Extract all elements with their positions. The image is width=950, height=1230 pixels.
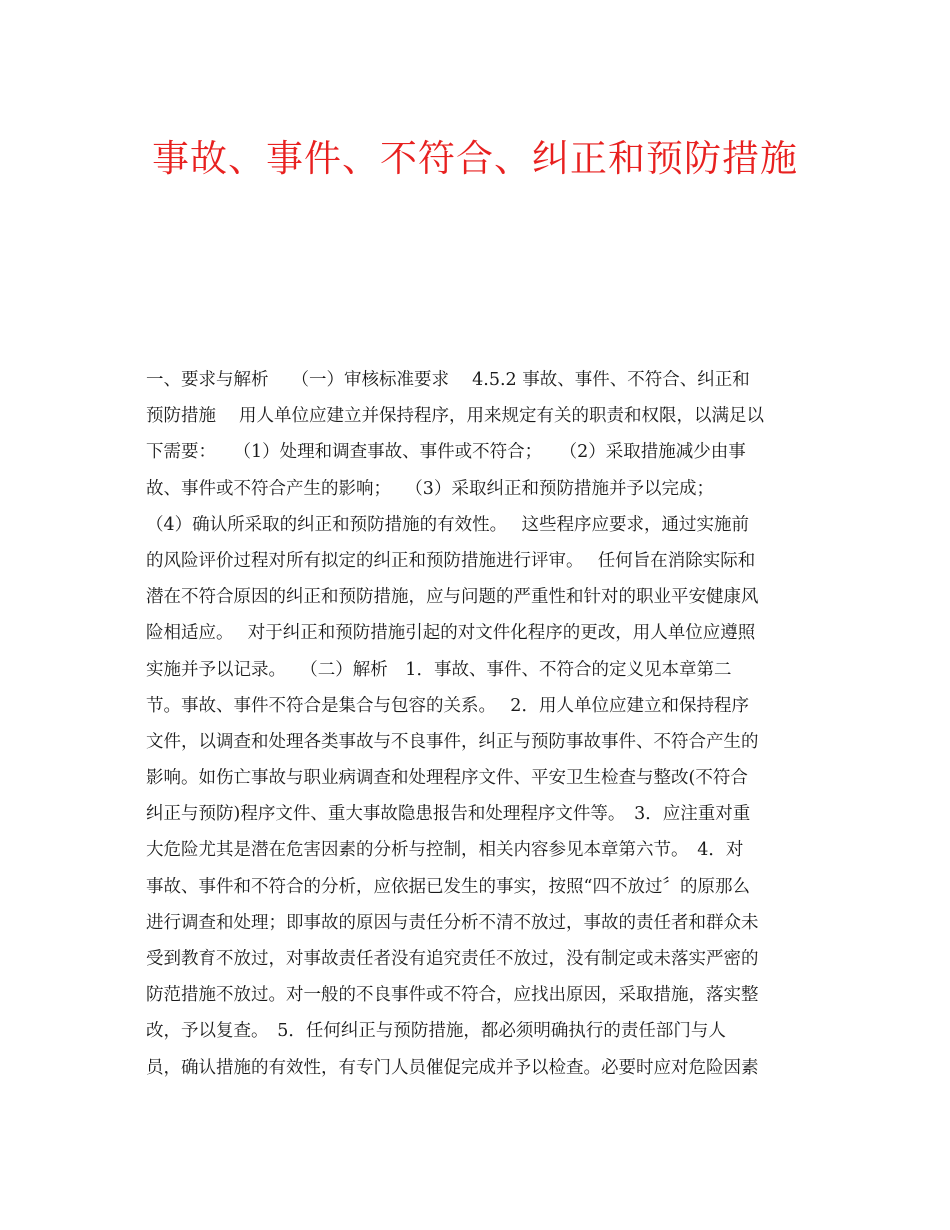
body-line: 受到教育不放过，对事故责任者没有追究责任不放过，没有制定或未落实严密的 — [146, 949, 759, 969]
body-line: 一、要求与解析 （一）审核标准要求 4.5.2 事故、事件、不符合、纠正和 — [146, 370, 750, 390]
body-line: 文件，以调查和处理各类事故与不良事件，纠正与预防事故事件、不符合产生的 — [146, 731, 759, 752]
body-line: 员，确认措施的有效性，有专门人员催促完成并予以检查。必要时应对危险因素 — [146, 1057, 759, 1078]
body-line: 下需要： （1）处理和调查事故、事件或不符合； （2）采取措施减少由事 — [146, 442, 746, 463]
body-line: 预防措施 用人单位应建立并保持程序，用来规定有关的职责和权限，以满足以 — [146, 406, 765, 427]
document-body — [146, 362, 806, 1086]
body-line: （4）确认所采取的纠正和预防措施的有效性。 这些程序应要求，通过实施前 — [146, 514, 749, 535]
body-line: 节。事故、事件不符合是集合与包容的关系。 2．用人单位应建立和保持程序 — [146, 695, 749, 716]
body-line: 防范措施不放过。对一般的不良事件或不符合，应找出原因，采取措施，落实整 — [146, 985, 759, 1006]
body-line: 事故、事件和不符合的分析，应依据已发生的事实，按照“四不放过〞的原那么 — [146, 876, 750, 897]
body-line: 实施并予以记录。 （二）解析 1．事故、事件、不符合的定义见本章第二 — [146, 659, 732, 680]
body-line: 的风险评价过程对所有拟定的纠正和预防措施进行评审。 任何旨在消除实际和 — [146, 550, 756, 571]
body-line: 大危险尤其是潜在危害因素的分析与控制，相关内容参见本章第六节。 4．对 — [146, 840, 744, 861]
body-line: 改，予以复查。 5．任何纠正与预防措施，都必须明确执行的责任部门与人 — [146, 1021, 726, 1042]
document-title: 事故、事件、不符合、纠正和预防措施 — [152, 137, 798, 180]
body-line: 故、事件或不符合产生的影响； （3）采取纠正和预防措施并予以完成； — [146, 478, 714, 499]
body-line: 纠正与预防)程序文件、重大事故隐患报告和处理程序文件等。 3．应注重对重 — [146, 804, 751, 825]
body-line: 进行调查和处理；即事故的原因与责任分析不清不放过，事故的责任者和群众未 — [146, 912, 759, 933]
body-line: 潜在不符合原因的纠正和预防措施，应与问题的严重性和针对的职业平安健康风 — [146, 587, 759, 608]
body-line: 影响。如伤亡事故与职业病调查和处理程序文件、平安卫生检查与整改(不符合 — [146, 768, 748, 789]
body-line: 险相适应。 对于纠正和预防措施引起的对文件化程序的更改，用人单位应遵照 — [146, 623, 756, 644]
